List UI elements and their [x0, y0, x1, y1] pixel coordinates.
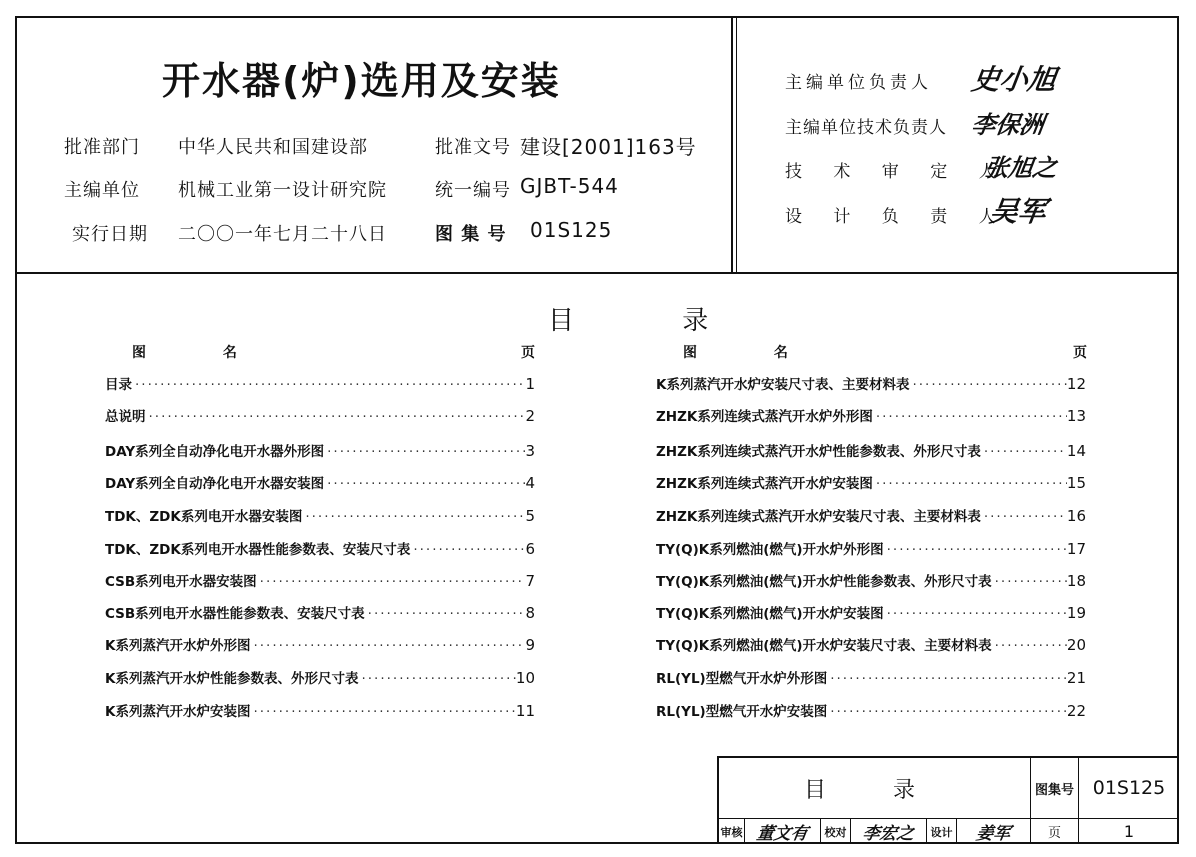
effective-date-value: 二〇〇一年七月二十八日 — [178, 224, 387, 245]
toc-entry[interactable] — [105, 538, 535, 558]
effective-date-label: 实行日期 — [72, 224, 148, 245]
leader-dots — [992, 638, 1067, 654]
toc-entry-name: K系列蒸汽开水炉性能参数表、外形尺寸表 — [105, 671, 359, 687]
leader-dots — [250, 638, 525, 654]
toc-entry-page: 14 — [1066, 442, 1086, 460]
toc-entry-page: 1 — [525, 375, 535, 393]
tb-design-label: 设计 — [930, 825, 953, 839]
toc-entry-name: ZHZK系列连续式蒸汽开水炉外形图 — [656, 409, 873, 425]
right-col-name-header: 图 名 — [683, 345, 824, 361]
tb-design-signature: 姜军 — [974, 824, 1012, 844]
leader-dots — [873, 409, 1067, 425]
leader-dots — [909, 377, 1066, 393]
atlas-no-value: 01S125 — [530, 218, 613, 242]
header-split-line — [731, 16, 733, 273]
toc-entry-name: CSB系列电开水器性能参数表、安装尺寸表 — [105, 606, 365, 622]
toc-entry[interactable] — [105, 602, 535, 622]
toc-entry-name: K系列蒸汽开水炉安装尺寸表、主要材料表 — [656, 377, 910, 393]
tb-check-signature: 李宏之 — [861, 824, 916, 844]
toc-title: 目 录 — [548, 306, 759, 336]
signature-tech-review: 张旭之 — [982, 153, 1059, 182]
toc-entry-page: 22 — [1066, 702, 1086, 720]
toc-entry-page: 6 — [525, 540, 535, 558]
signature-chief-unit: 史小旭 — [969, 63, 1059, 96]
toc-entry-name: TY(Q)K系列燃油(燃气)开水炉性能参数表、外形尺寸表 — [656, 574, 992, 590]
leader-dots — [884, 606, 1067, 622]
toc-entry-page: 18 — [1066, 572, 1086, 590]
document-title: 开水器(炉)选用及安装 — [162, 59, 561, 103]
leader-dots — [302, 509, 525, 525]
unified-no-value: GJBT-544 — [520, 174, 619, 198]
toc-entry-name: K系列蒸汽开水炉安装图 — [105, 704, 251, 720]
approval-dept-label: 批准部门 — [64, 137, 140, 158]
toc-entry[interactable] — [105, 373, 535, 393]
tb-check-label: 校对 — [824, 825, 847, 839]
toc-entry-name: ZHZK系列连续式蒸汽开水炉安装图 — [656, 476, 873, 492]
leader-dots — [827, 671, 1067, 687]
leader-dots — [873, 476, 1067, 492]
toc-entry[interactable] — [656, 634, 1086, 654]
toc-entry-name: CSB系列电开水器安装图 — [105, 574, 257, 590]
toc-entry-page: 21 — [1066, 669, 1086, 687]
toc-entry[interactable] — [656, 538, 1086, 558]
leader-dots — [410, 542, 525, 558]
toc-entry-name: 目录 — [105, 377, 132, 393]
unified-no-label: 统一编号 — [435, 180, 511, 201]
toc-entry-page: 12 — [1066, 375, 1086, 393]
leader-dots — [257, 574, 526, 590]
toc-entry[interactable] — [105, 405, 535, 425]
signature-design-lead: 吴军 — [987, 195, 1049, 228]
toc-entry-name: ZHZK系列连续式蒸汽开水炉性能参数表、外形尺寸表 — [656, 444, 981, 460]
toc-entry[interactable] — [656, 472, 1086, 492]
leader-dots — [827, 704, 1067, 720]
resp-label-design-lead: 设 计 负 责 人 — [785, 207, 1009, 227]
toc-entry[interactable] — [105, 505, 535, 525]
toc-entry[interactable] — [656, 667, 1086, 687]
toc-entry-page: 9 — [525, 636, 535, 654]
tb-atlas-no-label: 图集号 — [1034, 782, 1074, 798]
toc-entry-page: 3 — [525, 442, 535, 460]
toc-entry[interactable] — [656, 602, 1086, 622]
leader-dots — [992, 574, 1067, 590]
toc-entry[interactable] — [656, 405, 1086, 425]
toc-entry-page: 4 — [525, 474, 535, 492]
leader-dots — [132, 377, 525, 393]
toc-entry-page: 8 — [525, 604, 535, 622]
resp-label-tech-review: 技 术 审 定 人 — [785, 162, 1009, 182]
tb-review-label: 审核 — [720, 825, 743, 839]
toc-entry-page: 20 — [1066, 636, 1086, 654]
toc-entry-name: DAY系列全自动净化电开水器外形图 — [105, 444, 325, 460]
toc-entry-page: 5 — [525, 507, 535, 525]
toc-entry[interactable] — [105, 634, 535, 654]
signature-tech-chief: 李保洲 — [969, 110, 1046, 139]
toc-entry-name: K系列蒸汽开水炉外形图 — [105, 638, 251, 654]
toc-entry[interactable] — [105, 700, 535, 720]
toc-entry-name: 总说明 — [105, 409, 146, 425]
leader-dots — [365, 606, 526, 622]
toc-entry[interactable] — [656, 505, 1086, 525]
toc-entry-page: 15 — [1066, 474, 1086, 492]
toc-entry-page: 7 — [525, 572, 535, 590]
left-col-name-header: 图 名 — [132, 345, 273, 361]
right-col-page-header: 页 — [1073, 345, 1087, 361]
toc-entry-name: RL(YL)型燃气开水炉安装图 — [656, 704, 828, 720]
toc-entry[interactable] — [105, 472, 535, 492]
toc-entry-page: 13 — [1066, 407, 1086, 425]
tb-sheet-title: 目 录 — [804, 777, 945, 803]
editor-unit-value: 机械工业第一设计研究院 — [178, 180, 387, 201]
toc-entry-name: ZHZK系列连续式蒸汽开水炉安装尺寸表、主要材料表 — [656, 509, 981, 525]
leader-dots — [358, 671, 515, 687]
toc-entry-name: TDK、ZDK系列电开水器安装图 — [105, 509, 303, 525]
toc-entry-name: RL(YL)型燃气开水炉外形图 — [656, 671, 828, 687]
toc-entry[interactable] — [656, 440, 1086, 460]
toc-entry-page: 19 — [1066, 604, 1086, 622]
toc-entry-name: TDK、ZDK系列电开水器性能参数表、安装尺寸表 — [105, 542, 411, 558]
toc-entry[interactable] — [105, 440, 535, 460]
approval-doc-label: 批准文号 — [435, 137, 511, 158]
toc-entry-name: TY(Q)K系列燃油(燃气)开水炉安装尺寸表、主要材料表 — [656, 638, 992, 654]
header-divider — [15, 272, 1179, 274]
toc-entry[interactable] — [656, 373, 1086, 393]
toc-entry-page: 16 — [1066, 507, 1086, 525]
toc-entry-page: 10 — [515, 669, 535, 687]
toc-entry-page: 11 — [515, 702, 535, 720]
tb-page-label: 页 — [1047, 826, 1061, 841]
toc-entry[interactable] — [656, 700, 1086, 720]
left-col-page-header: 页 — [521, 345, 535, 361]
leader-dots — [146, 409, 526, 425]
toc-entry-name: TY(Q)K系列燃油(燃气)开水炉外形图 — [656, 542, 884, 558]
resp-label-chief-unit: 主编单位负责人 — [785, 73, 932, 93]
toc-entry[interactable] — [105, 667, 535, 687]
leader-dots — [981, 509, 1067, 525]
leader-dots — [250, 704, 515, 720]
tb-page-value: 1 — [1123, 822, 1135, 841]
leader-dots — [884, 542, 1067, 558]
editor-unit-label: 主编单位 — [64, 180, 140, 201]
approval-doc-value: 建设[2001]163号 — [520, 135, 697, 159]
toc-entry-name: DAY系列全自动净化电开水器安装图 — [105, 476, 325, 492]
tb-review-signature: 董文有 — [755, 824, 810, 844]
resp-label-tech-chief: 主编单位技术负责人 — [785, 118, 947, 138]
atlas-no-label: 图 集 号 — [435, 224, 507, 245]
tb-atlas-no-value: 01S125 — [1092, 777, 1166, 799]
toc-entry-name: TY(Q)K系列燃油(燃气)开水炉安装图 — [656, 606, 884, 622]
leader-dots — [981, 444, 1067, 460]
toc-entry[interactable] — [656, 570, 1086, 590]
toc-entry-page: 2 — [525, 407, 535, 425]
header-split-line-2 — [736, 16, 737, 273]
toc-entry[interactable] — [105, 570, 535, 590]
leader-dots — [324, 476, 525, 492]
toc-entry-page: 17 — [1066, 540, 1086, 558]
leader-dots — [324, 444, 525, 460]
approval-dept-value: 中华人民共和国建设部 — [178, 137, 368, 158]
